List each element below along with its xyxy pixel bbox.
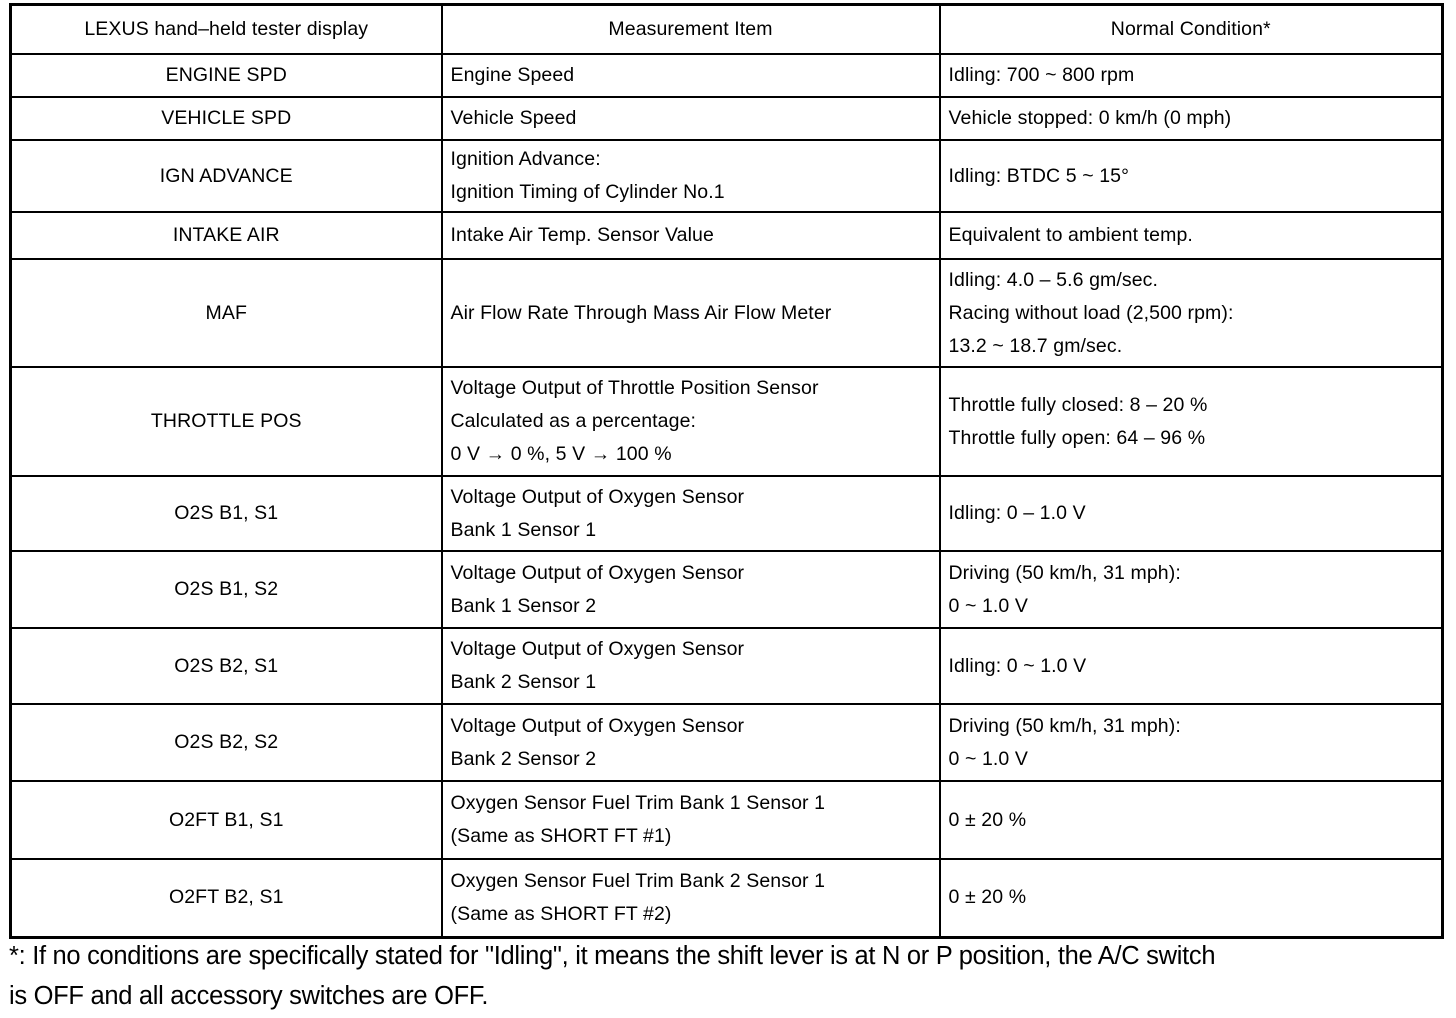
measurement-item-line: Oxygen Sensor Fuel Trim Bank 1 Sensor 1 — [450, 792, 826, 814]
table-row — [11, 551, 1443, 628]
measurement-item-line: Bank 1 Sensor 2 — [450, 594, 597, 617]
normal-condition-line: Equivalent to ambient temp. — [948, 224, 1193, 246]
table-row — [11, 259, 1443, 367]
measurement-item-line: Calculated as a percentage: — [450, 410, 697, 432]
header-tester-display: LEXUS hand–held tester display — [11, 5, 442, 55]
normal-condition-line: Vehicle stopped: 0 km/h (0 mph) — [948, 107, 1232, 129]
tester-data-table — [9, 3, 1444, 939]
measurement-item-line: Voltage Output of Throttle Position Sensor — [450, 377, 819, 399]
normal-condition-cell — [940, 704, 1443, 781]
normal-condition-line: Throttle fully open: 64 – 96 % — [948, 426, 1206, 449]
measurement-item-line: Ignition Timing of Cylinder No.1 — [450, 181, 725, 203]
measurement-item-line: (Same as SHORT FT #2) — [450, 902, 672, 925]
tester-display-cell: O2FT B1, S1 — [11, 781, 442, 859]
table-row — [11, 704, 1443, 781]
tester-display-cell: O2FT B2, S1 — [11, 859, 442, 937]
measurement-item-cell — [442, 476, 940, 551]
measurement-item-cell — [442, 704, 940, 781]
measurement-item-line: Voltage Output of Oxygen Sensor — [450, 638, 745, 660]
table-header-row — [11, 5, 1443, 55]
table-row — [11, 367, 1443, 476]
normal-condition-line: 0 ~ 1.0 V — [948, 747, 1028, 770]
normal-condition-cell — [940, 367, 1443, 476]
measurement-item-line: Vehicle Speed — [450, 107, 577, 129]
measurement-item-cell — [442, 628, 940, 704]
normal-condition-line: Idling: 700 ~ 800 rpm — [948, 64, 1135, 86]
normal-condition-line: Idling: 4.0 – 5.6 gm/sec. — [948, 268, 1159, 291]
table-row — [11, 212, 1443, 259]
measurement-item-line: Intake Air Temp. Sensor Value — [450, 224, 714, 246]
measurement-item-line: Engine Speed — [450, 64, 575, 86]
normal-condition-cell — [940, 259, 1443, 367]
tester-display-cell: INTAKE AIR — [11, 212, 442, 259]
normal-condition-cell — [940, 97, 1443, 140]
normal-condition-cell — [940, 476, 1443, 551]
normal-condition-line: Racing without load (2,500 rpm): — [948, 301, 1234, 324]
normal-condition-line: 13.2 ~ 18.7 gm/sec. — [948, 334, 1123, 357]
spec-sheet — [9, 3, 1441, 939]
measurement-item-cell — [442, 140, 940, 212]
normal-condition-line: 0 ± 20 % — [948, 886, 1027, 909]
measurement-item-line: Ignition Advance: — [450, 148, 601, 170]
normal-condition-line: Throttle fully closed: 8 – 20 % — [948, 393, 1208, 416]
header-normal-condition: Normal Condition* — [940, 5, 1443, 55]
normal-condition-cell — [940, 628, 1443, 704]
measurement-item-cell — [442, 551, 940, 628]
measurement-item-cell — [442, 367, 940, 476]
tester-display-cell: VEHICLE SPD — [11, 97, 442, 140]
tester-display-cell: IGN ADVANCE — [11, 140, 442, 212]
tester-display-cell: O2S B2, S2 — [11, 704, 442, 781]
normal-condition-cell — [940, 212, 1443, 259]
table-row — [11, 628, 1443, 704]
measurement-item-line: 0 V → 0 %, 5 V → 100 % — [450, 443, 672, 465]
measurement-item-cell — [442, 859, 940, 937]
table-row — [11, 781, 1443, 859]
normal-condition-line: 0 ~ 1.0 V — [948, 594, 1028, 617]
normal-condition-line: Idling: 0 ~ 1.0 V — [948, 654, 1087, 677]
measurement-item-line: Air Flow Rate Through Mass Air Flow Meter — [450, 301, 832, 324]
table-row — [11, 140, 1443, 212]
tester-display-cell: MAF — [11, 259, 442, 367]
normal-condition-line: 0 ± 20 % — [948, 808, 1027, 831]
measurement-item-line: Bank 2 Sensor 2 — [450, 747, 597, 770]
footnote-line-1: *: If no conditions are specifically stated for "Idling", it means the shift lever is at N or P position, the A/C switch — [9, 942, 1216, 970]
normal-condition-cell — [940, 859, 1443, 937]
table-row — [11, 859, 1443, 937]
normal-condition-cell — [940, 54, 1443, 97]
normal-condition-line: Idling: 0 – 1.0 V — [948, 502, 1086, 524]
tester-display-cell: ENGINE SPD — [11, 54, 442, 97]
tester-display-cell: O2S B2, S1 — [11, 628, 442, 704]
normal-condition-line: Driving (50 km/h, 31 mph): — [948, 714, 1181, 737]
normal-condition-line: Idling: BTDC 5 ~ 15° — [948, 164, 1130, 187]
footnote — [9, 936, 1449, 1016]
footnote-line-2: is OFF and all accessory switches are OFF. — [9, 982, 489, 1010]
measurement-item-cell — [442, 54, 940, 97]
measurement-item-cell — [442, 212, 940, 259]
table-row — [11, 97, 1443, 140]
table-row — [11, 54, 1443, 97]
tester-display-cell: O2S B1, S1 — [11, 476, 442, 551]
measurement-item-cell — [442, 781, 940, 859]
normal-condition-line: Driving (50 km/h, 31 mph): — [948, 561, 1181, 584]
measurement-item-cell — [442, 259, 940, 367]
table-body — [11, 54, 1443, 937]
measurement-item-line: Voltage Output of Oxygen Sensor — [450, 485, 745, 508]
normal-condition-cell — [940, 140, 1443, 212]
measurement-item-line: Voltage Output of Oxygen Sensor — [450, 561, 745, 584]
tester-display-cell: THROTTLE POS — [11, 367, 442, 476]
tester-display-cell: O2S B1, S2 — [11, 551, 442, 628]
header-measurement-item: Measurement Item — [442, 5, 940, 55]
measurement-item-line: Bank 2 Sensor 1 — [450, 671, 597, 693]
measurement-item-line: Oxygen Sensor Fuel Trim Bank 2 Sensor 1 — [450, 869, 826, 892]
measurement-item-line: Bank 1 Sensor 1 — [450, 518, 597, 541]
measurement-item-cell — [442, 97, 940, 140]
measurement-item-line: (Same as SHORT FT #1) — [450, 825, 672, 847]
normal-condition-cell — [940, 551, 1443, 628]
table-row — [11, 476, 1443, 551]
normal-condition-cell — [940, 781, 1443, 859]
measurement-item-line: Voltage Output of Oxygen Sensor — [450, 714, 745, 737]
